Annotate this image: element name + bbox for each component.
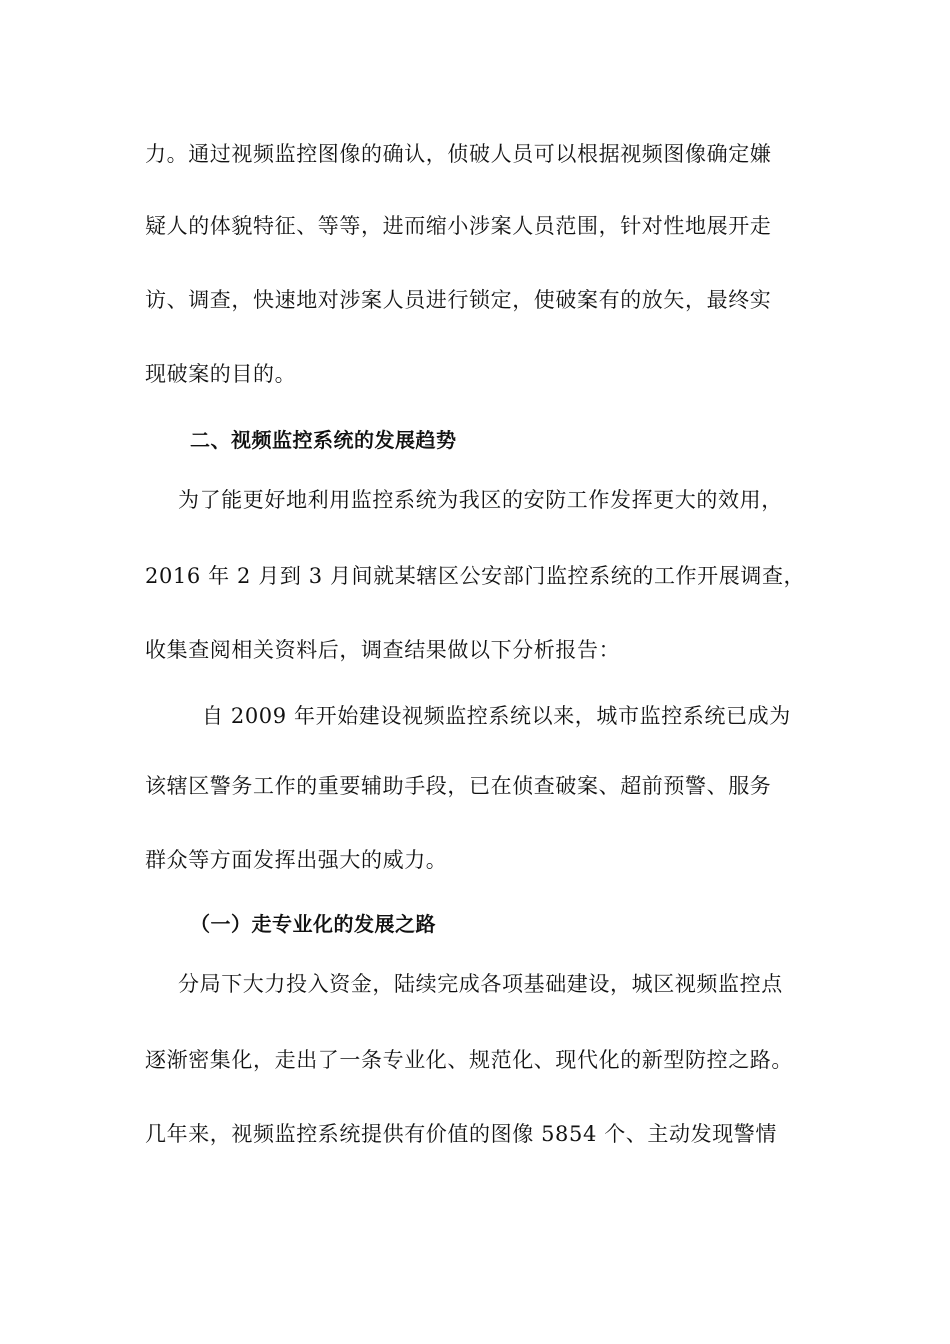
paragraph-line: 现破案的目的。 [145,362,297,386]
paragraph-line: 力。通过视频监控图像的确认，侦破人员可以根据视频图像确定嫌 [145,142,772,166]
paragraph-line: 2016 年 2 月到 3 月间就某辖区公安部门监控系统的工作开展调查， [145,564,806,588]
paragraph-line: 收集查阅相关资料后，调查结果做以下分析报告： [145,638,621,662]
paragraph-line: 几年来，视频监控系统提供有价值的图像 5854 个、主动发现警情 [145,1122,777,1146]
paragraph-line: 该辖区警务工作的重要辅助手段，已在侦查破案、超前预警、服务 [145,774,772,798]
paragraph-line: 访、调查，快速地对涉案人员进行锁定，使破案有的放矢，最终实 [145,288,772,312]
paragraph-line: 疑人的体貌特征、等等，进而缩小涉案人员范围，针对性地展开走 [145,214,772,238]
paragraph-line: 分局下大力投入资金，陆续完成各项基础建设，城区视频监控点 [178,972,783,996]
paragraph-line: 自 2009 年开始建设视频监控系统以来，城市监控系统已成为 [202,704,791,728]
subsection-heading: （一）走专业化的发展之路 [190,912,436,936]
paragraph-line: 逐渐密集化，走出了一条专业化、规范化、现代化的新型防控之路。 [145,1048,793,1072]
paragraph-line: 为了能更好地利用监控系统为我区的安防工作发挥更大的效用， [178,488,783,512]
section-heading: 二、视频监控系统的发展趋势 [190,428,457,452]
paragraph-line: 群众等方面发挥出强大的威力。 [145,848,448,872]
